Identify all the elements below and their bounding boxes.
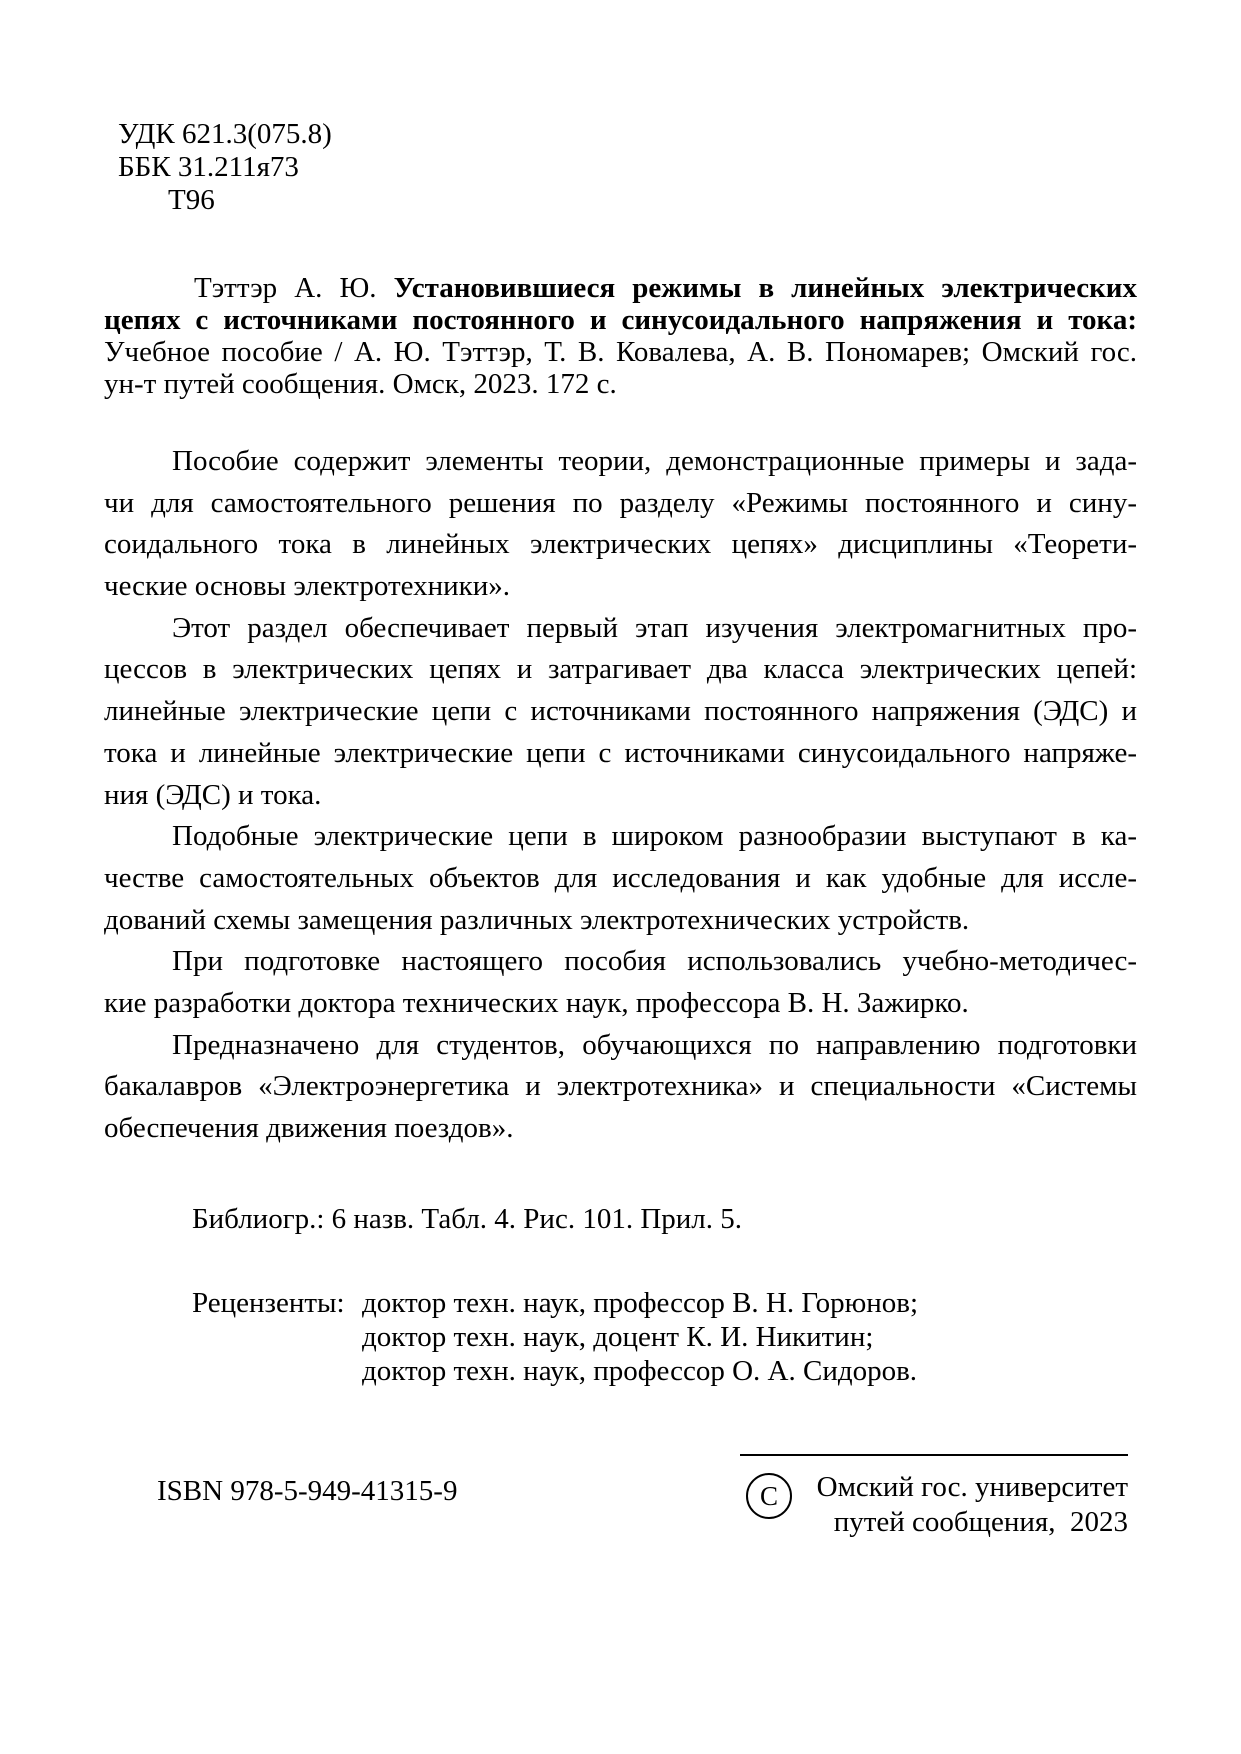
annotation-line: честве самостоятельных объектов для исследования и как удобные для иссле- [104,861,1137,894]
annotation-line: Подобные электрические цепи в широком разнообразии выступают в ка- [172,820,1137,853]
citation-line [104,336,1137,368]
annotation-paragraph [104,441,1137,608]
copyright-holder [792,1470,1128,1540]
bbk-code: ББК 31.211я73 [118,151,299,183]
isbn-number: ISBN 978-5-949-41315-9 [157,1475,458,1507]
annotation-paragraph [104,1025,1137,1150]
citation-line [104,368,1137,400]
copyright-line-2: путей сообщения, 2023 [833,1506,1128,1538]
annotation-line: цессов в электрических цепях и затрагивает два класса электрических цепей: [104,653,1137,686]
reviewers-list [362,1286,918,1388]
annotation-line: обеспечения движения поездов». [104,1112,514,1144]
annotation-line: Предназначено для студентов, обучающихся по направлению подготовки [172,1028,1137,1061]
copyright-line-1: Омский гос. университет [816,1471,1128,1503]
reviewer-item: доктор техн. наук, профессор О. А. Сидоров. [362,1355,918,1387]
reviewer-item: доктор техн. наук, доцент К. И. Никитин; [362,1321,874,1353]
annotation-line: ческие основы электротехники». [104,570,510,603]
copyright-symbol-letter: С [759,1480,778,1511]
annotation-line: При подготовке настоящего пособия использовались учебно-методичес- [172,945,1137,978]
annotation-line: тока и линейные электрические цепи с источниками синусоидального напряже- [104,736,1137,769]
annotation-line: кие разработки доктора технических наук, профессора В. Н. Зажирко. [104,986,969,1019]
copyright-block [740,1454,1128,1540]
annotation-line: линейные электрические цепи с источниками постоянного напряжения (ЭДС) и [104,695,1137,728]
annotation-line: дований схемы замещения различных электротехнических устройств. [104,903,970,936]
annotation-line: Пособие содержит элементы теории, демонстрационные примеры и зада- [172,445,1137,477]
author-mark: Т96 [168,184,215,216]
citation-line [104,272,1137,304]
annotation-block [104,441,1137,1150]
citation-paragraph [104,272,1137,400]
citation-text: Тэттэр А. Ю. [194,272,394,304]
citation-title-bold: цепях с источниками постоянного и синусоидального напряжения и тока: [104,304,1137,336]
annotation-line: чи для самостоятельного решения по разделу «Режимы постоянного и сину- [104,486,1137,519]
reviewers-label: Рецензенты: [192,1287,345,1319]
annotation-line: ния (ЭДС) и тока. [104,778,322,811]
annotation-paragraph [104,816,1137,941]
annotation-line: Этот раздел обеспечивает первый этап изучения электромагнитных про- [172,611,1137,644]
annotation-line: соидального тока в линейных электрических цепях» дисциплины «Теорети- [104,528,1137,561]
reviewer-item: доктор техн. наук, профессор В. Н. Горюнов; [362,1287,919,1319]
citation-text: Учебное пособие / А. Ю. Тэттэр, Т. В. Ковалева, А. В. Пономарев; Омский гос. [104,336,1137,368]
classification-block [118,118,332,217]
annotation-paragraph [104,608,1137,816]
citation-text: ун-т путей сообщения. Омск, 2023. 172 с. [104,368,617,400]
annotation-line: бакалавров «Электроэнергетика и электротехника» и специальности «Системы [104,1070,1137,1103]
copyright-icon [746,1473,792,1519]
udk-code: УДК 621.3(075.8) [118,118,332,150]
citation-title-bold: Установившиеся режимы в линейных электрических [393,272,1137,304]
citation-line [104,304,1137,336]
annotation-paragraph [104,941,1137,1024]
bibliography-line: Библиогр.: 6 назв. Табл. 4. Рис. 101. Прил. 5. [192,1203,743,1235]
